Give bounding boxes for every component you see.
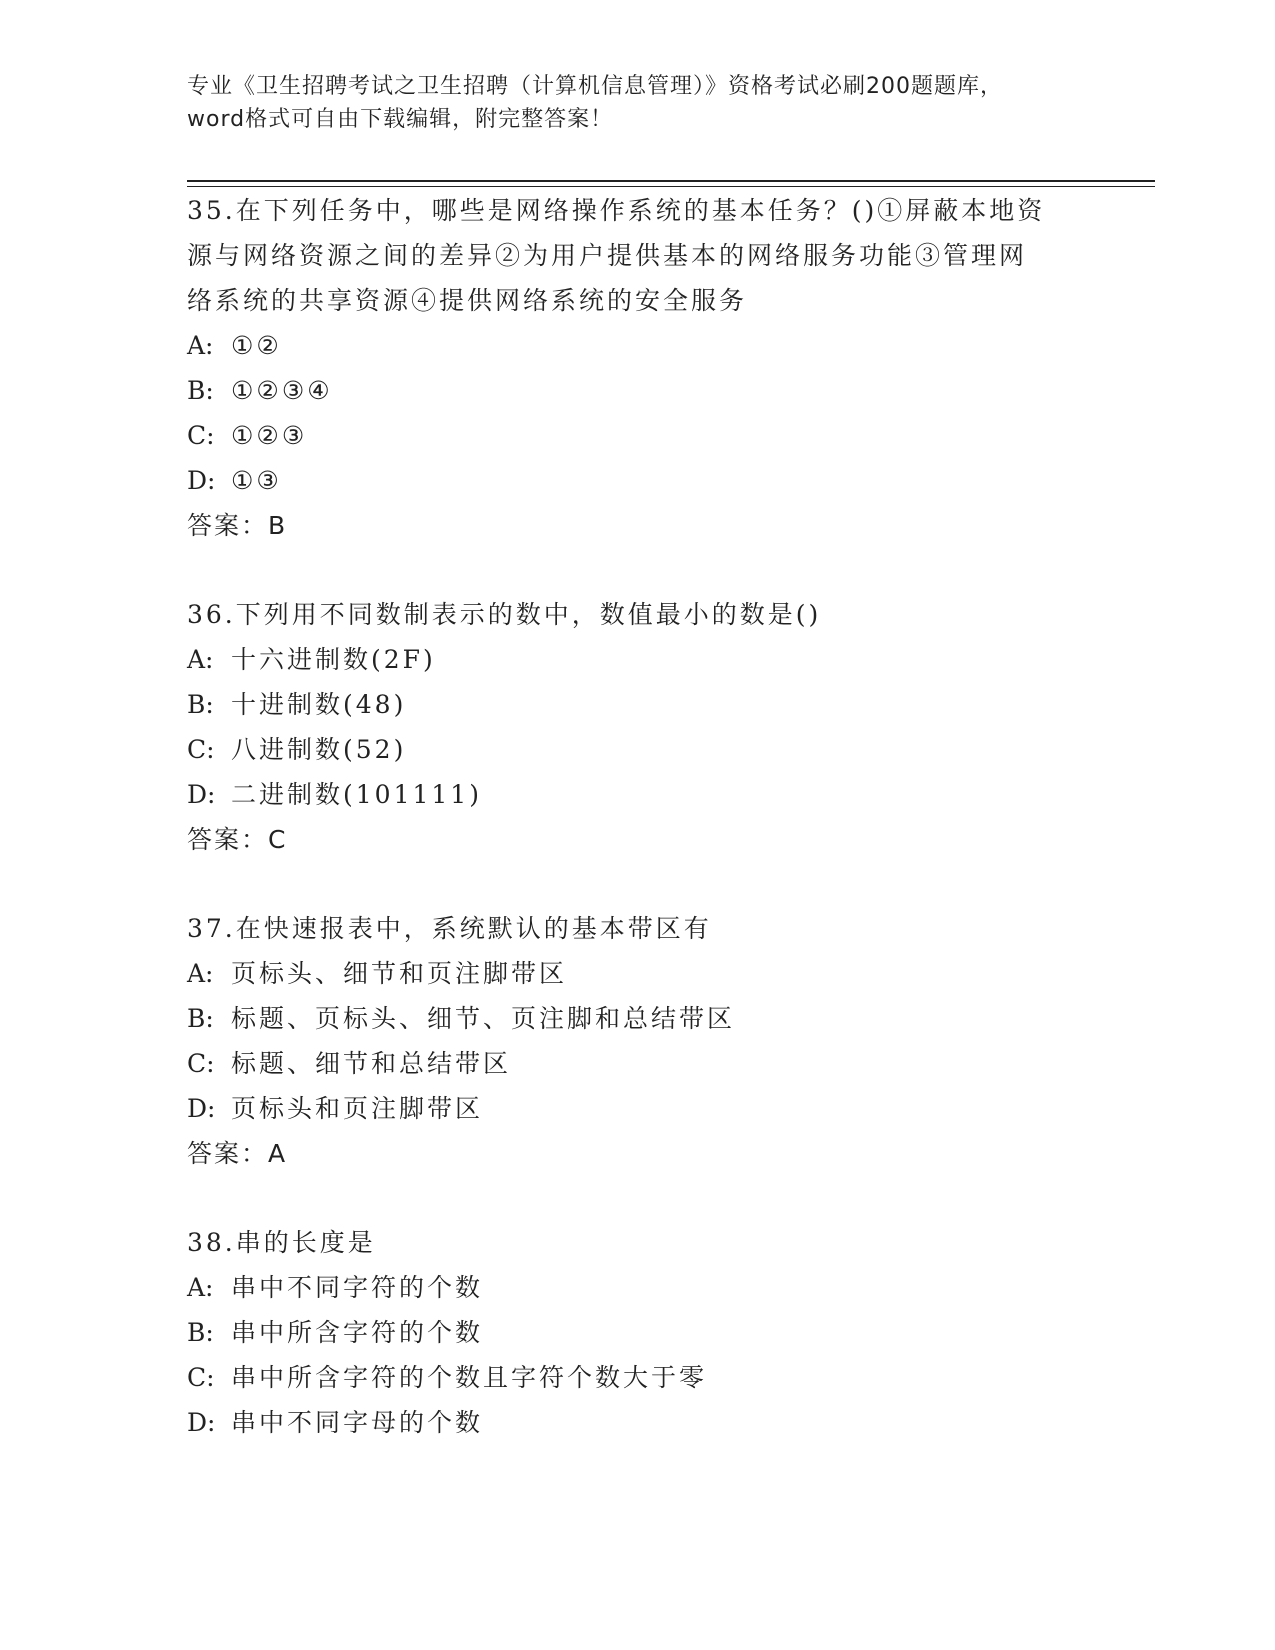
answer-option (187, 682, 1087, 727)
question-list (187, 188, 1087, 1489)
answer-key: 答案：A (187, 1139, 288, 1168)
answer-option (187, 996, 1087, 1041)
option-text: 串中不同字符的个数 (231, 1273, 484, 1302)
option-label: D: (187, 780, 216, 809)
answer-option (187, 951, 1087, 996)
answer-option (187, 458, 1087, 503)
option-label: A: (187, 331, 214, 360)
option-label: C: (187, 735, 215, 764)
answer-option (187, 413, 1087, 458)
option-label: D: (187, 1094, 216, 1123)
option-label: A: (187, 645, 214, 674)
answer-option (187, 1041, 1087, 1086)
option-text: 二进制数(101111) (231, 780, 482, 809)
option-text: 串中不同字母的个数 (231, 1408, 484, 1437)
option-text: 标题、页标头、细节、页注脚和总结带区 (231, 1004, 736, 1033)
question-stem-line: 37.在快速报表中，系统默认的基本带区有 (187, 914, 712, 943)
header-divider-thick (187, 180, 1155, 182)
answer-key: 答案：B (187, 511, 288, 540)
option-text: 页标头和页注脚带区 (231, 1094, 484, 1123)
answer-option (187, 368, 1087, 413)
answer-option (187, 772, 1087, 817)
question-block (187, 188, 1087, 548)
option-label: A: (187, 959, 214, 988)
question-block (187, 1220, 1087, 1445)
option-text: 串中所含字符的个数 (231, 1318, 484, 1347)
option-label: C: (187, 1049, 215, 1078)
question-block (187, 906, 1087, 1176)
header-line-1: 专业《卫生招聘考试之卫生招聘（计算机信息管理）》资格考试必刷200题题库， (187, 74, 1003, 99)
answer-option (187, 637, 1087, 682)
header-line-2: word格式可自由下载编辑，附完整答案！ (187, 107, 614, 132)
option-label: B: (187, 1318, 214, 1347)
question-stem-line: 35.在下列任务中，哪些是网络操作系统的基本任务？()①屏蔽本地资 (187, 196, 1046, 225)
option-text: 串中所含字符的个数且字符个数大于零 (231, 1363, 708, 1392)
option-text: ①② (231, 331, 282, 360)
option-text: 十进制数(48) (231, 690, 407, 719)
answer-option (187, 1400, 1087, 1445)
question-stem-line: 36.下列用不同数制表示的数中，数值最小的数是() (187, 600, 822, 629)
question-stem-line: 38.串的长度是 (187, 1228, 376, 1257)
header-divider-thin (187, 186, 1155, 187)
answer-option (187, 323, 1087, 368)
document-header (187, 70, 1087, 136)
option-label: B: (187, 376, 214, 405)
answer-option (187, 727, 1087, 772)
option-label: C: (187, 421, 215, 450)
answer-option (187, 1086, 1087, 1131)
option-text: 标题、细节和总结带区 (231, 1049, 512, 1078)
answer-option (187, 1265, 1087, 1310)
answer-option (187, 1310, 1087, 1355)
question-stem-line: 络系统的共享资源④提供网络系统的安全服务 (187, 286, 748, 315)
answer-option (187, 1355, 1087, 1400)
question-stem-line: 源与网络资源之间的差异②为用户提供基本的网络服务功能③管理网 (187, 241, 1028, 270)
option-text: ①②③ (231, 421, 308, 450)
answer-key: 答案：C (187, 825, 288, 854)
option-label: D: (187, 1408, 216, 1437)
option-text: 十六进制数(2F) (231, 645, 436, 674)
option-label: A: (187, 1273, 214, 1302)
option-label: C: (187, 1363, 215, 1392)
option-text: ①②③④ (231, 376, 333, 405)
option-text: ①③ (231, 466, 282, 495)
option-text: 八进制数(52) (231, 735, 407, 764)
question-block (187, 592, 1087, 862)
option-label: B: (187, 690, 214, 719)
option-label: D: (187, 466, 216, 495)
option-label: B: (187, 1004, 214, 1033)
option-text: 页标头、细节和页注脚带区 (231, 959, 568, 988)
